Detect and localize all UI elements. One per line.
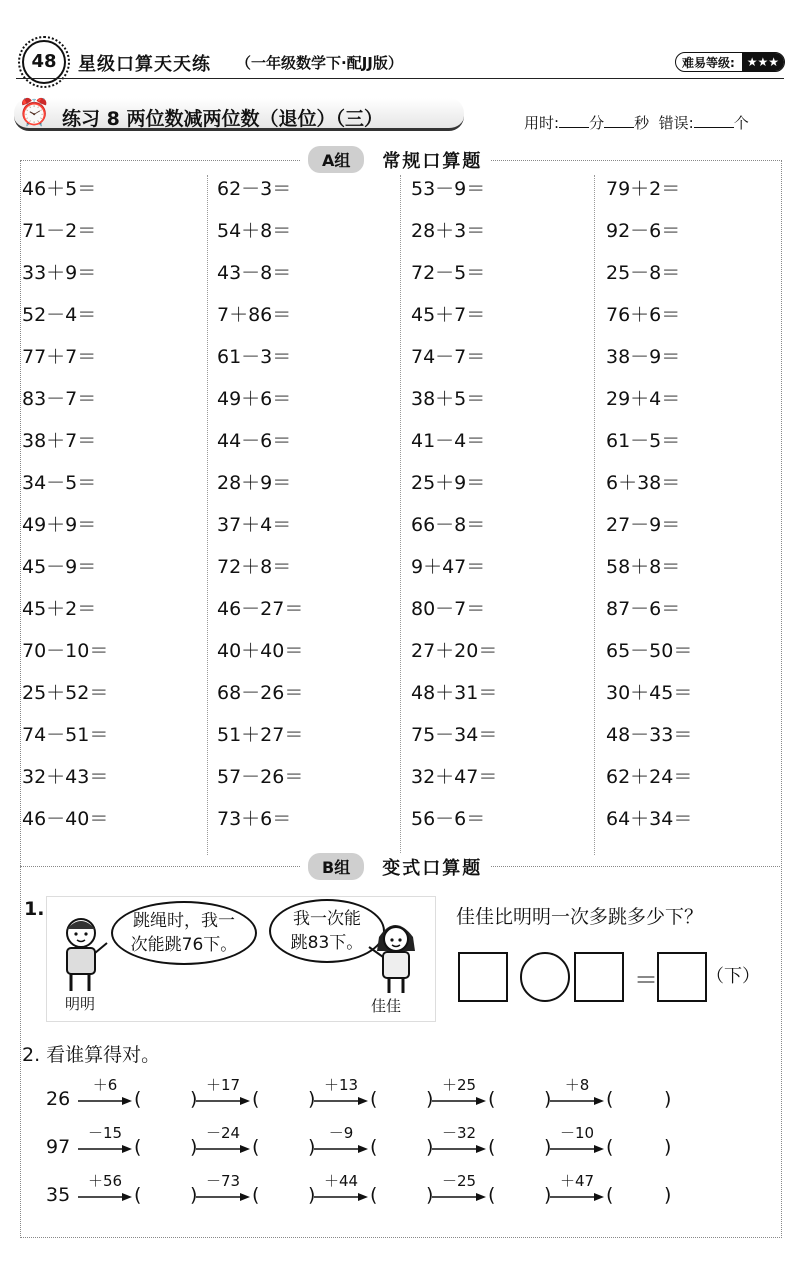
arithmetic-problem: 34－5＝ xyxy=(22,472,97,494)
arithmetic-problem: 29＋4＝ xyxy=(606,388,681,410)
right-arrow-icon xyxy=(432,1192,486,1202)
chain-operation: －73 xyxy=(205,1172,241,1190)
arithmetic-problem: 58＋8＝ xyxy=(606,556,681,578)
right-arrow-icon xyxy=(196,1192,250,1202)
arithmetic-problem: 45＋2＝ xyxy=(22,598,97,620)
page-number-badge: 48 xyxy=(22,40,66,84)
minutes-label: 分 xyxy=(589,114,605,132)
arithmetic-problem: 56－6＝ xyxy=(411,808,486,830)
right-arrow-icon xyxy=(550,1192,604,1202)
arithmetic-problem: 53－9＝ xyxy=(411,178,486,200)
arithmetic-problem: 75－34＝ xyxy=(411,724,498,746)
chain-operation: ＋44 xyxy=(323,1172,359,1190)
right-arrow-icon xyxy=(78,1096,132,1106)
arithmetic-problem: 57－26＝ xyxy=(217,766,304,788)
chain-operation: ＋13 xyxy=(323,1076,359,1094)
right-arrow-icon xyxy=(432,1096,486,1106)
name-mingming: 明明 xyxy=(65,995,96,1013)
bubble-line: 我一次能 xyxy=(293,909,361,929)
arithmetic-problem: 77＋7＝ xyxy=(22,346,97,368)
bubble-line: 跳83下。 xyxy=(290,933,364,953)
arithmetic-problem: 30＋45＝ xyxy=(606,682,693,704)
right-arrow-icon xyxy=(196,1144,250,1154)
arithmetic-problem: 27－9＝ xyxy=(606,514,681,536)
arithmetic-problem: 62＋24＝ xyxy=(606,766,693,788)
seconds-label: 秒 xyxy=(634,114,650,132)
right-arrow-icon xyxy=(196,1096,250,1106)
right-arrow-icon xyxy=(78,1192,132,1202)
arithmetic-problem: 44－6＝ xyxy=(217,430,292,452)
operation-chains: 26 ＋6 ( ) ＋17 ( ) ＋13 ( ) ＋25 ( ) ＋8 ( ) 97 －15 ( ) －24 ( ) －9 ( ) －32 ( ) －10 ( ) 35 ＋56 ( ) －73 ( ) ＋44 ( ) －25 ( ) ＋47 ( ) xyxy=(46,1076,672,1206)
right-arrow-icon xyxy=(550,1096,604,1106)
section-a-badge: A组 xyxy=(308,146,364,173)
arithmetic-problem: 38－9＝ xyxy=(606,346,681,368)
arithmetic-problem: 25＋9＝ xyxy=(411,472,486,494)
arithmetic-problem: 66－8＝ xyxy=(411,514,486,536)
arithmetic-problem: 46＋5＝ xyxy=(22,178,97,200)
arithmetic-problem: 51＋27＝ xyxy=(217,724,304,746)
bubble-line: 跳绳时，我一 xyxy=(133,911,235,931)
errors-unit: 个 xyxy=(733,114,749,132)
arithmetic-problem: 68－26＝ xyxy=(217,682,304,704)
right-arrow-icon xyxy=(314,1096,368,1106)
arithmetic-problem: 76＋6＝ xyxy=(606,304,681,326)
chain-operation: －15 xyxy=(87,1124,123,1142)
section-b-badge: B组 xyxy=(308,853,364,880)
arithmetic-problem: 64＋34＝ xyxy=(606,808,693,830)
equals-sign: ＝ xyxy=(634,966,658,994)
arithmetic-problem: 49＋6＝ xyxy=(217,388,292,410)
answer-unit: （下） xyxy=(706,966,760,987)
chain-operation: －10 xyxy=(559,1124,595,1142)
arithmetic-problem: 27＋20＝ xyxy=(411,640,498,662)
arithmetic-problem: 37＋4＝ xyxy=(217,514,292,536)
arithmetic-problem: 62－3＝ xyxy=(217,178,292,200)
time-label: 用时: xyxy=(524,114,560,132)
arithmetic-problem: 46－40＝ xyxy=(22,808,109,830)
chain-operation: －25 xyxy=(441,1172,477,1190)
right-arrow-icon xyxy=(314,1144,368,1154)
chain-operation: ＋8 xyxy=(564,1076,590,1094)
chain-operation: ＋6 xyxy=(92,1076,118,1094)
right-arrow-icon xyxy=(550,1144,604,1154)
chain-operation: ＋56 xyxy=(87,1172,123,1190)
section-b-title: 变式口算题 xyxy=(382,857,483,879)
section-a-title: 常规口算题 xyxy=(382,150,483,172)
arithmetic-problem: 7＋86＝ xyxy=(217,304,292,326)
arithmetic-problem: 32＋43＝ xyxy=(22,766,109,788)
arithmetic-problem: 40＋40＝ xyxy=(217,640,304,662)
arithmetic-problem: 6＋38＝ xyxy=(606,472,681,494)
arithmetic-problem: 87－6＝ xyxy=(606,598,681,620)
difficulty-stars: ★★★ xyxy=(742,53,784,71)
arithmetic-problem: 72－5＝ xyxy=(411,262,486,284)
chain-operation: －24 xyxy=(205,1124,241,1142)
arithmetic-problem: 41－4＝ xyxy=(411,430,486,452)
chain-start-number: 97 xyxy=(46,1136,71,1158)
alarm-clock-icon: ⏰ xyxy=(18,98,51,128)
question-1-text: 佳佳比明明一次多跳多少下？ xyxy=(456,906,704,928)
arithmetic-problem: 72＋8＝ xyxy=(217,556,292,578)
arithmetic-problem: 45＋7＝ xyxy=(411,304,486,326)
chain-start-number: 26 xyxy=(46,1088,71,1110)
arithmetic-problem: 52－4＝ xyxy=(22,304,97,326)
chain-operation: ＋47 xyxy=(559,1172,595,1190)
arithmetic-problem: 9＋47＝ xyxy=(411,556,486,578)
chain-start-number: 35 xyxy=(46,1184,71,1206)
bubble-line: 次能跳76下。 xyxy=(130,935,238,955)
errors-label: 错误: xyxy=(658,114,694,132)
right-arrow-icon xyxy=(432,1144,486,1154)
arithmetic-problem: 49＋9＝ xyxy=(22,514,97,536)
right-arrow-icon xyxy=(314,1192,368,1202)
book-subtitle: （一年级数学下·配JJ版） xyxy=(236,54,403,72)
arithmetic-problem: 65－50＝ xyxy=(606,640,693,662)
arithmetic-problem: 80－7＝ xyxy=(411,598,486,620)
arithmetic-problem: 25＋52＝ xyxy=(22,682,109,704)
arithmetic-problem: 61－5＝ xyxy=(606,430,681,452)
arithmetic-problem: 38＋5＝ xyxy=(411,388,486,410)
chain-operation: ＋17 xyxy=(205,1076,241,1094)
arithmetic-problem: 71－2＝ xyxy=(22,220,97,242)
chain-operation: ＋25 xyxy=(441,1076,477,1094)
chain-operation: －32 xyxy=(441,1124,477,1142)
difficulty-label: 难易等级: xyxy=(682,55,735,70)
exercise-title: 练习 8 两位数减两位数（退位）（三） xyxy=(62,108,383,130)
arithmetic-problem: 25－8＝ xyxy=(606,262,681,284)
arithmetic-problem: 92－6＝ xyxy=(606,220,681,242)
question-1-number: 1. xyxy=(24,898,45,920)
arithmetic-problem: 54＋8＝ xyxy=(217,220,292,242)
arithmetic-problem: 46－27＝ xyxy=(217,598,304,620)
arithmetic-problem: 28＋3＝ xyxy=(411,220,486,242)
book-brand: 星级口算天天练 xyxy=(78,54,211,75)
name-jiajia: 佳佳 xyxy=(371,997,402,1015)
arithmetic-problem: 48＋31＝ xyxy=(411,682,498,704)
arithmetic-problem: 79＋2＝ xyxy=(606,178,681,200)
chain-operation: －9 xyxy=(328,1124,354,1142)
arithmetic-problem: 61－3＝ xyxy=(217,346,292,368)
arithmetic-problem: 74－51＝ xyxy=(22,724,109,746)
arithmetic-problem: 33＋9＝ xyxy=(22,262,97,284)
arithmetic-problem: 48－33＝ xyxy=(606,724,693,746)
arithmetic-problem: 70－10＝ xyxy=(22,640,109,662)
arithmetic-problem: 43－8＝ xyxy=(217,262,292,284)
arithmetic-problem: 28＋9＝ xyxy=(217,472,292,494)
arithmetic-problem: 73＋6＝ xyxy=(217,808,292,830)
question-2-title: 2. 看谁算得对。 xyxy=(22,1044,161,1066)
arithmetic-problem: 45－9＝ xyxy=(22,556,97,578)
arithmetic-problem: 32＋47＝ xyxy=(411,766,498,788)
arithmetic-problem: 74－7＝ xyxy=(411,346,486,368)
right-arrow-icon xyxy=(78,1144,132,1154)
arithmetic-problem: 38＋7＝ xyxy=(22,430,97,452)
arithmetic-problem: 83－7＝ xyxy=(22,388,97,410)
